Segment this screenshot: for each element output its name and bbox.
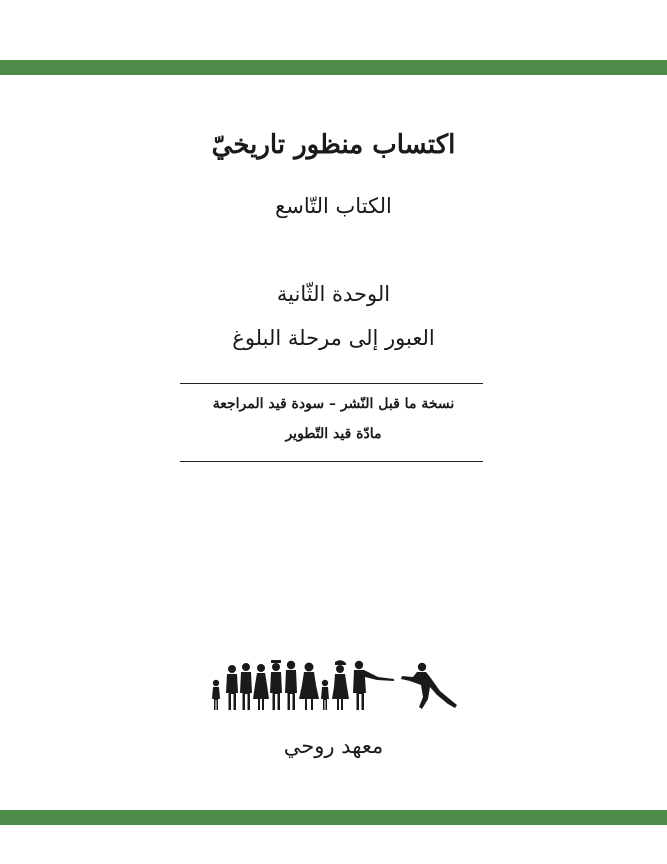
unit-title: العبور إلى مرحلة البلوغ [232, 326, 435, 350]
development-notice: مادّة قيد التّطوير [285, 426, 382, 442]
divider-top [180, 383, 483, 384]
book-title: اكتساب منظور تاريخيّ [211, 130, 456, 160]
divider-bottom [180, 461, 483, 462]
group-of-people-walking-silhouette-icon [208, 655, 460, 715]
publisher-name: معهد روحي [283, 734, 384, 758]
book-number: الكتاب التّاسع [275, 194, 392, 218]
unit-label: الوحدة الثّانية [276, 282, 391, 306]
top-green-band [0, 60, 667, 75]
bottom-green-band [0, 810, 667, 825]
draft-notice: نسخة ما قبل النّشر – سودة قيد المراجعة [212, 396, 455, 412]
